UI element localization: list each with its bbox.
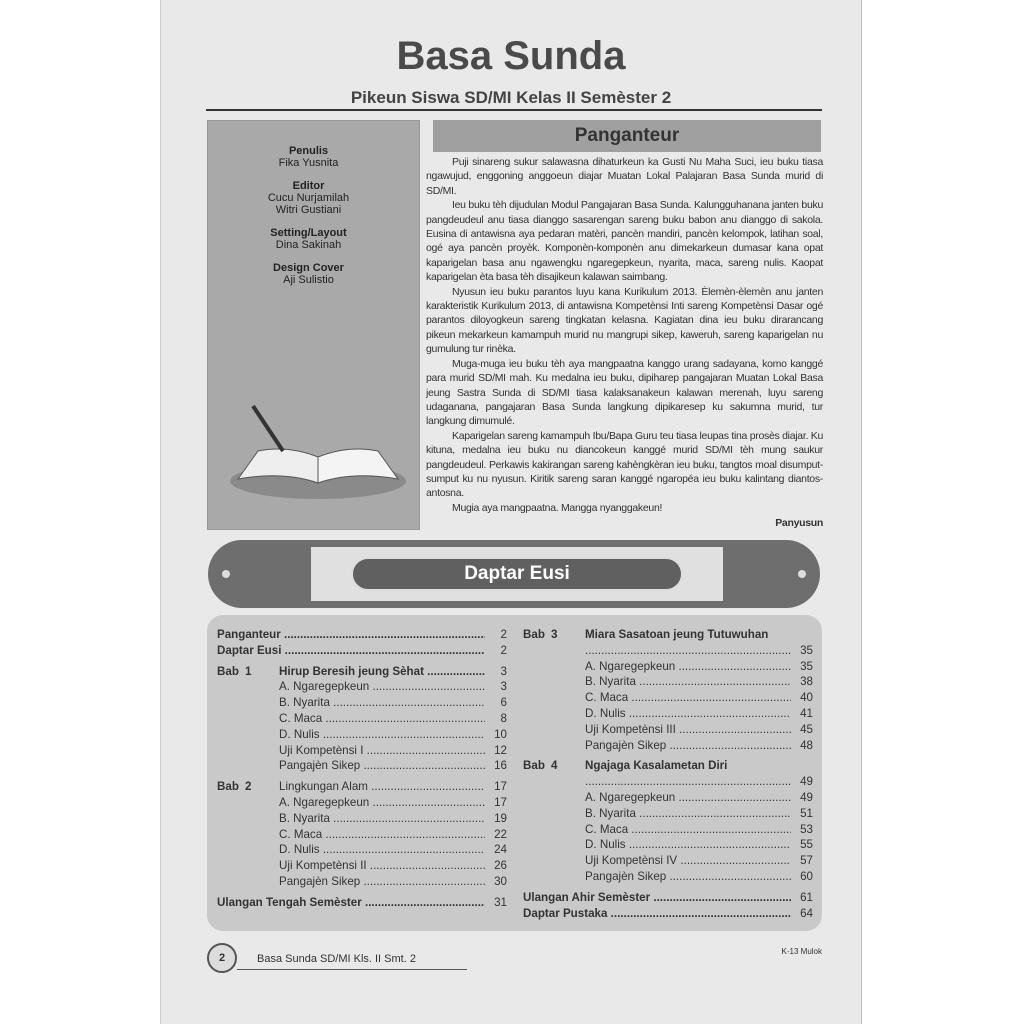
- toc-entry-label: Lingkungan Alam .....: [279, 779, 485, 795]
- toc-entry-label: [585, 774, 791, 790]
- preface-paragraph: Mugia aya mangpaatna. Mangga nyanggakeun!: [452, 501, 663, 514]
- preface-body: [426, 155, 823, 531]
- open-book-icon: [228, 401, 408, 511]
- toc-entry-label: A. Ngaregepkeun .....: [585, 659, 791, 675]
- chapter-number: 1: [245, 664, 252, 678]
- credit-role: Design Cover: [273, 262, 344, 274]
- toc-entry-label: Panganteur .....: [217, 627, 485, 643]
- toc-page-number: 31: [494, 895, 507, 909]
- toc-entry[interactable]: [523, 738, 813, 754]
- toc-page-number: 3: [500, 664, 507, 678]
- toc-entry[interactable]: [523, 822, 813, 838]
- table-of-contents: [207, 615, 822, 931]
- credit-name: Fika Yusnita: [278, 157, 339, 169]
- toc-entry-label: Uji Kompetènsi III .....: [585, 722, 791, 738]
- toc-entry[interactable]: [523, 806, 813, 822]
- toc-entry-label: A. Ngaregepkeun .....: [279, 795, 485, 811]
- toc-entry[interactable]: [217, 779, 507, 795]
- toc-entry[interactable]: [523, 790, 813, 806]
- toc-page-number: 51: [800, 806, 813, 820]
- toc-page-number: 40: [800, 691, 813, 705]
- toc-entry-label: D. Nulis .....: [585, 837, 791, 853]
- toc-page-number: 26: [494, 859, 507, 873]
- chapter-label: Bab: [523, 759, 545, 773]
- toc-entry[interactable]: [217, 874, 507, 890]
- preface-paragraph: Kaparigelan sareng kamampuh Ibu/Bapa Guru teu tiasa leupas tina prosès diajar. Ku kituna, medalna ieu buku nu diancokeun kanggé murid SD/MI tèh mung saukur pangdeudeul. Perkawis kakirangan sareng kahèngkèran ieu buku, tangtos moal disumput-sumput ku nu nyusun. Kiritik sareng saran kanggé ngaropéa ieu buku kalintang diantos-antosna.: [426, 429, 823, 500]
- toc-entry[interactable]: [217, 727, 507, 743]
- toc-entry[interactable]: [217, 627, 507, 643]
- toc-entry-label: D. Nulis .....: [279, 842, 485, 858]
- toc-entry-label: Hirup Beresih jeung Sèhat .....: [279, 664, 485, 680]
- page-number: 2: [207, 943, 237, 973]
- toc-entry-label: Miara Sasatoan jeung Tutuwuhan: [585, 628, 769, 641]
- curriculum-code: K-13 Mulok: [781, 947, 822, 956]
- toc-entry[interactable]: [523, 774, 813, 790]
- toc-entry[interactable]: [217, 711, 507, 727]
- toc-entry-label: Ulangan Tengah Semèster .....: [217, 895, 485, 911]
- toc-entry-label: A. Ngaregepkeun .....: [279, 679, 485, 695]
- toc-column-right: [523, 627, 813, 921]
- toc-entry-label: C. Maca .....: [585, 690, 791, 706]
- toc-page-number: 45: [800, 722, 813, 736]
- toc-entry[interactable]: [217, 895, 507, 911]
- toc-page-number: 49: [800, 790, 813, 804]
- toc-entry[interactable]: [523, 722, 813, 738]
- credit-name: Dina Sakinah: [275, 239, 342, 251]
- toc-entry[interactable]: [217, 664, 507, 680]
- running-title: Basa Sunda SD/MI Kls. II Smt. 2: [257, 953, 416, 965]
- toc-page-number: 30: [494, 874, 507, 888]
- toc-entry-label: Ngajaga Kasalametan Diri: [585, 759, 728, 773]
- credit-name: Aji Sulistio: [283, 274, 334, 286]
- toc-entry-label: A. Ngaregepkeun .....: [585, 790, 791, 806]
- toc-entry-label: D. Nulis .....: [279, 727, 485, 743]
- toc-entry[interactable]: [217, 758, 507, 774]
- toc-entry-label: C. Maca .....: [279, 827, 485, 843]
- toc-entry-label: Pangajèn Sikep .....: [585, 738, 791, 754]
- toc-page-number: 17: [494, 795, 507, 809]
- title-rule: [206, 109, 822, 111]
- toc-page-number: 2: [500, 643, 507, 657]
- toc-page-number: 38: [800, 675, 813, 689]
- toc-heading: Daptar Eusi: [351, 557, 683, 591]
- toc-page-number: 35: [800, 643, 813, 657]
- credit-name: Cucu Nurjamilah: [267, 192, 350, 204]
- chapter-number: 2: [245, 780, 252, 794]
- toc-banner: [208, 540, 820, 608]
- toc-entry[interactable]: [217, 695, 507, 711]
- toc-page-number: 19: [494, 811, 507, 825]
- rivet-icon: [798, 570, 806, 578]
- toc-entry[interactable]: [217, 679, 507, 695]
- toc-page-number: 64: [800, 906, 813, 920]
- chapter-label: Bab: [217, 664, 239, 678]
- toc-entry[interactable]: [523, 837, 813, 853]
- toc-page-number: 41: [800, 706, 813, 720]
- toc-entry[interactable]: [217, 643, 507, 659]
- credit-name: Witri Gustiani: [275, 204, 342, 216]
- toc-entry-label: Uji Kompetènsi IV .....: [585, 853, 791, 869]
- toc-entry-label: B. Nyarita .....: [585, 674, 791, 690]
- toc-entry[interactable]: [523, 906, 813, 922]
- toc-entry[interactable]: [523, 627, 813, 643]
- toc-page-number: 6: [500, 696, 507, 710]
- chapter-number: 4: [551, 759, 558, 773]
- preface-signature: Panyusun: [775, 517, 823, 530]
- toc-page-number: 57: [800, 854, 813, 868]
- chapter-number: 3: [551, 628, 558, 641]
- toc-entry-label: [585, 643, 791, 659]
- credits-panel: [207, 120, 420, 530]
- toc-entry-label: Pangajèn Sikep .....: [279, 874, 485, 890]
- book-subtitle: Pikeun Siswa SD/MI Kelas II Semèster 2: [350, 88, 672, 107]
- toc-page-number: [791, 758, 813, 774]
- toc-page-number: 2: [500, 628, 507, 641]
- toc-page-number: 22: [494, 827, 507, 841]
- banner-plate: [311, 547, 723, 601]
- toc-entry-label: Ulangan Ahir Semèster .....: [523, 890, 791, 906]
- toc-page-number: 12: [494, 743, 507, 757]
- preface-paragraph: Nyusun ieu buku parantos luyu kana Kurikulum 2013. Èlemèn-èlemèn anu janten karakteristik Kurikulum 2013, di antawisna Kompetènsi Inti sareng Kompetènsi Dasar ogé parantos diloyogkeun sareng tingkatan kelasna. Kagiatan dina ieu buku dirarancang pikeun mekarkeun kamampuh murid nu mangrupi sikep, kaweruh, sareng kaparigelan nu gumulung tur rinèka.: [426, 285, 823, 356]
- toc-entry[interactable]: [217, 842, 507, 858]
- toc-entry[interactable]: [217, 811, 507, 827]
- preface-heading: Panganteur: [433, 120, 821, 152]
- toc-entry-label: B. Nyarita .....: [279, 695, 485, 711]
- toc-entry[interactable]: [523, 706, 813, 722]
- toc-entry-label: Uji Kompetènsi II .....: [279, 858, 485, 874]
- toc-page-number: [791, 627, 813, 643]
- toc-page-number: 49: [800, 775, 813, 789]
- toc-page-number: 53: [800, 822, 813, 836]
- toc-page-number: 35: [800, 659, 813, 673]
- preface-paragraph: Ieu buku tèh dijudulan Modul Pangajaran Basa Sunda. Kalungguhanana janten buku pangdeudeul anu tiasa dianggo sasarengan sareng buku babon anu dianggo di sakola. Eusina di antawisna aya pedaran matèri, pancèn mandiri, pancèn kelompok, latihan soal, ogé aya pancèn proyèk. Komponèn-komponèn anu dimekarkeun dumasar kana opat kaparigelan basa anu ngawengku ngaregepkeun, nyarita, maca, sareng nulis. Kaopat kaparigelan èta basa tèh disajikeun kalawan saimbang.: [426, 199, 823, 284]
- credit-role: Setting/Layout: [270, 227, 347, 239]
- toc-page-number: 24: [494, 843, 507, 857]
- toc-entry-label: C. Maca .....: [279, 711, 485, 727]
- toc-entry-label: Pangajèn Sikep .....: [585, 869, 791, 885]
- toc-entry-label: B. Nyarita .....: [279, 811, 485, 827]
- footer-rule: [237, 969, 467, 970]
- toc-entry[interactable]: [217, 827, 507, 843]
- book-title: Basa Sunda: [396, 34, 626, 78]
- rivet-icon: [222, 570, 230, 578]
- toc-column-left: [217, 627, 507, 911]
- toc-entry-label: Daptar Pustaka .....: [523, 906, 791, 922]
- credit-role: Penulis: [288, 145, 329, 157]
- toc-entry[interactable]: [523, 869, 813, 885]
- toc-entry-label: Pangajèn Sikep .....: [279, 758, 485, 774]
- preface-paragraph: Puji sinareng sukur salawasna dihaturkeun ka Gusti Nu Maha Suci, ieu buku tiasa ngawujud, enggoning anggoeun diajar Muatan Lokal Palajaran Basa Sunda murid di SD/MI.: [426, 156, 823, 197]
- toc-entry[interactable]: [523, 690, 813, 706]
- toc-page-number: 17: [494, 780, 507, 794]
- toc-page-number: 10: [494, 727, 507, 741]
- toc-page-number: 8: [500, 711, 507, 725]
- toc-entry-label: C. Maca .....: [585, 822, 791, 838]
- toc-page-number: 3: [500, 680, 507, 694]
- toc-entry-label: Daptar Eusi .....: [217, 643, 485, 659]
- toc-entry[interactable]: [523, 674, 813, 690]
- toc-entry-label: D. Nulis .....: [585, 706, 791, 722]
- toc-entry[interactable]: [523, 643, 813, 659]
- toc-entry[interactable]: [217, 858, 507, 874]
- toc-page-number: 16: [494, 759, 507, 773]
- toc-entry[interactable]: [217, 743, 507, 759]
- credit-role: Editor: [292, 180, 325, 192]
- toc-entry[interactable]: [217, 795, 507, 811]
- toc-page-number: 61: [800, 890, 813, 904]
- chapter-label: Bab: [217, 780, 239, 794]
- chapter-label: Bab: [523, 628, 545, 641]
- preface-paragraph: Muga-muga ieu buku tèh aya mangpaatna kanggo urang sadayana, komo kanggé para murid SD/MI mah. Ku medalna ieu buku, dipiharep pangajaran Muatan Lokal Basa jeung Sastra Sunda di SD/MI tiasa kalaksanakeun kalawan merenah, luyu sareng udaganana, pangajaran Basa Sunda langkung dipikaresep ku sakumna murid, tur langkung dimumulé.: [426, 357, 823, 428]
- toc-entry[interactable]: [523, 758, 813, 774]
- toc-page-number: 48: [800, 738, 813, 752]
- toc-entry[interactable]: [523, 853, 813, 869]
- toc-entry[interactable]: [523, 659, 813, 675]
- toc-entry[interactable]: [523, 890, 813, 906]
- toc-page-number: 55: [800, 838, 813, 852]
- toc-page-number: 60: [800, 869, 813, 883]
- toc-entry-label: B. Nyarita .....: [585, 806, 791, 822]
- toc-entry-label: Uji Kompetènsi I .....: [279, 743, 485, 759]
